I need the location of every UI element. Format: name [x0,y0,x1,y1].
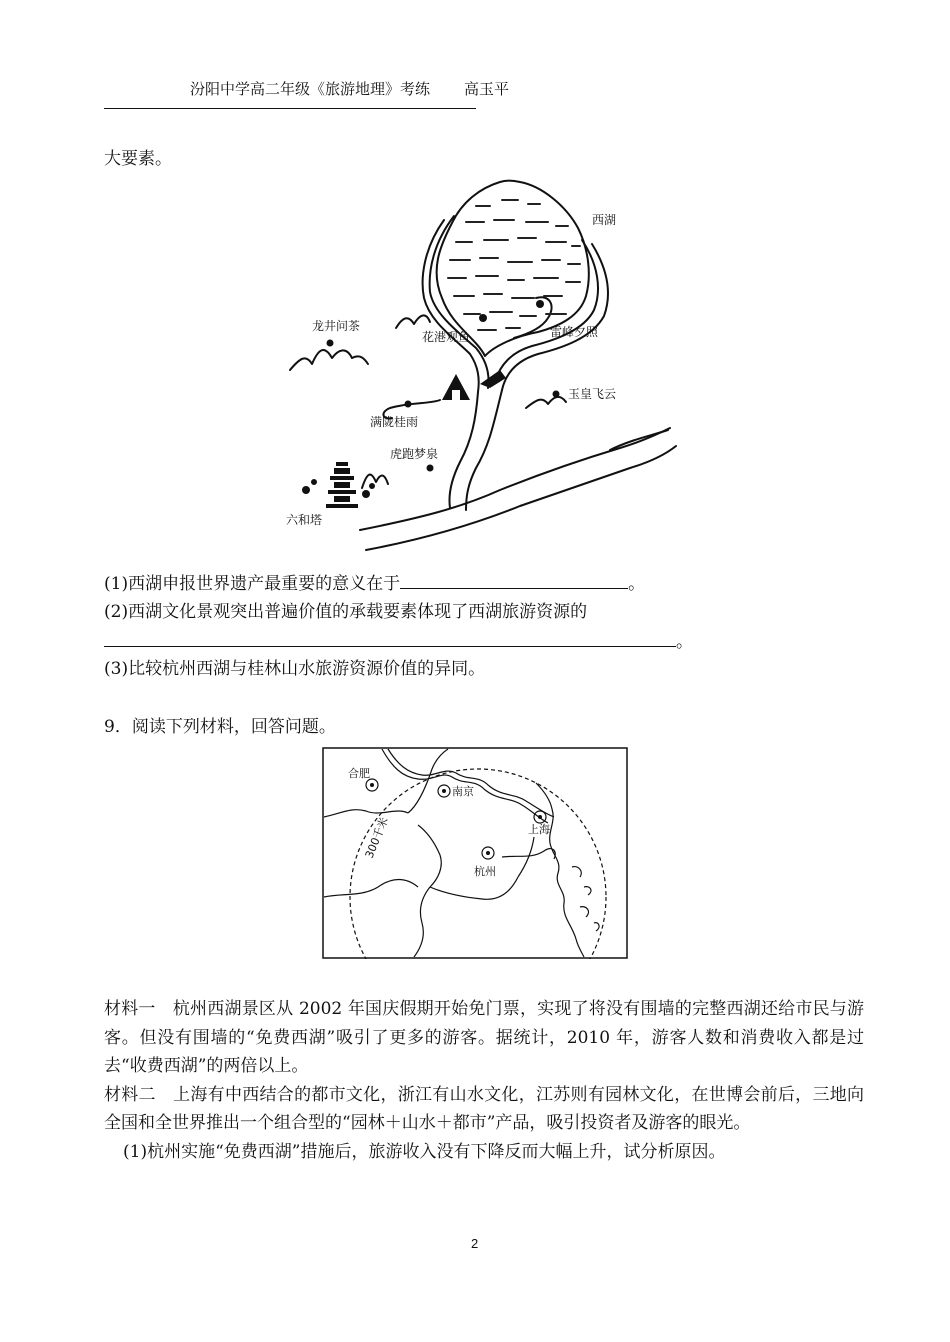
west-lake-map [280,178,680,554]
manlong-dot [405,401,412,408]
label-yuhuang: 玉皇飞云 [568,387,617,401]
leifeng-dot [536,300,544,308]
yangtze-delta-map [322,747,628,959]
q8-part1 [104,570,645,597]
q8-part2-suffix: 。 [676,632,693,652]
label-nanjing: 南京 [452,785,474,798]
label-shanghai: 上海 [528,823,550,836]
material-1: 材料一 杭州西湖景区从 2002 年国庆假期开始免门票，实现了将没有围墙的完整西湖还给市民与游客。但没有围墙的“免费西湖”吸引了更多的游客。据统计，2010 年，游客人数和消费收入都是过去“收费西湖”的两倍以上。 [104,999,864,1076]
page-header [190,78,509,99]
header-title: 汾阳中学高二年级《旅游地理》考练 [190,80,431,98]
label-hefei: 合肥 [348,767,370,780]
q8-part2: (2)西湖文化景观突出普遍价值的承载要素体现了西湖旅游资源的 [104,602,588,622]
yuhuang-dot [553,391,560,398]
label-xihu: 西湖 [592,213,617,227]
material-2: 材料二 上海有中西结合的都市文化，浙江有山水文化，江苏则有园林文化，在世博会前后，三地向全国和全世界推出一个组合型的“园林＋山水＋都市”产品，吸引投资者及游客的眼光。 [104,1084,864,1133]
label-liuhe: 六和塔 [286,513,323,527]
q8-part1-blank[interactable] [400,570,628,589]
q8-part2-blank[interactable] [104,628,676,647]
header-rule [104,108,476,109]
label-manlong: 满陇桂雨 [370,415,419,429]
q8-part1-text: (1)西湖申报世界遗产最重要的意义在于 [104,574,401,594]
q8-part1-suffix: 。 [628,574,646,594]
label-hangzhou: 杭州 [474,865,496,878]
label-huagang: 花港观鱼 [422,330,471,344]
huagang-dot [479,314,487,322]
page-number: 2 [471,1236,479,1251]
label-longjing: 龙井问茶 [312,319,361,333]
longjing-dot [327,340,334,347]
q8-part3: (3)比较杭州西湖与桂林山水旅游资源价值的异同。 [104,659,486,679]
label-hupao: 虎跑梦泉 [390,447,439,461]
q9-title: 9．阅读下列材料，回答问题。 [104,717,336,737]
label-leifeng: 雷峰夕照 [550,325,599,339]
dam-icon [480,370,506,388]
continuation-text: 大要素。 [104,149,172,169]
q9-part1: (1)杭州实施“免费西湖”措施后，旅游收入没有下降反而大幅上升，试分析原因。 [123,1141,726,1162]
q8-part2-answer-line [104,628,693,655]
q9-materials [104,995,864,1166]
lake-texture [448,200,580,330]
header-author: 高玉平 [464,80,510,98]
hupao-dot [427,465,434,472]
label-radius: 300千米 [362,815,391,861]
